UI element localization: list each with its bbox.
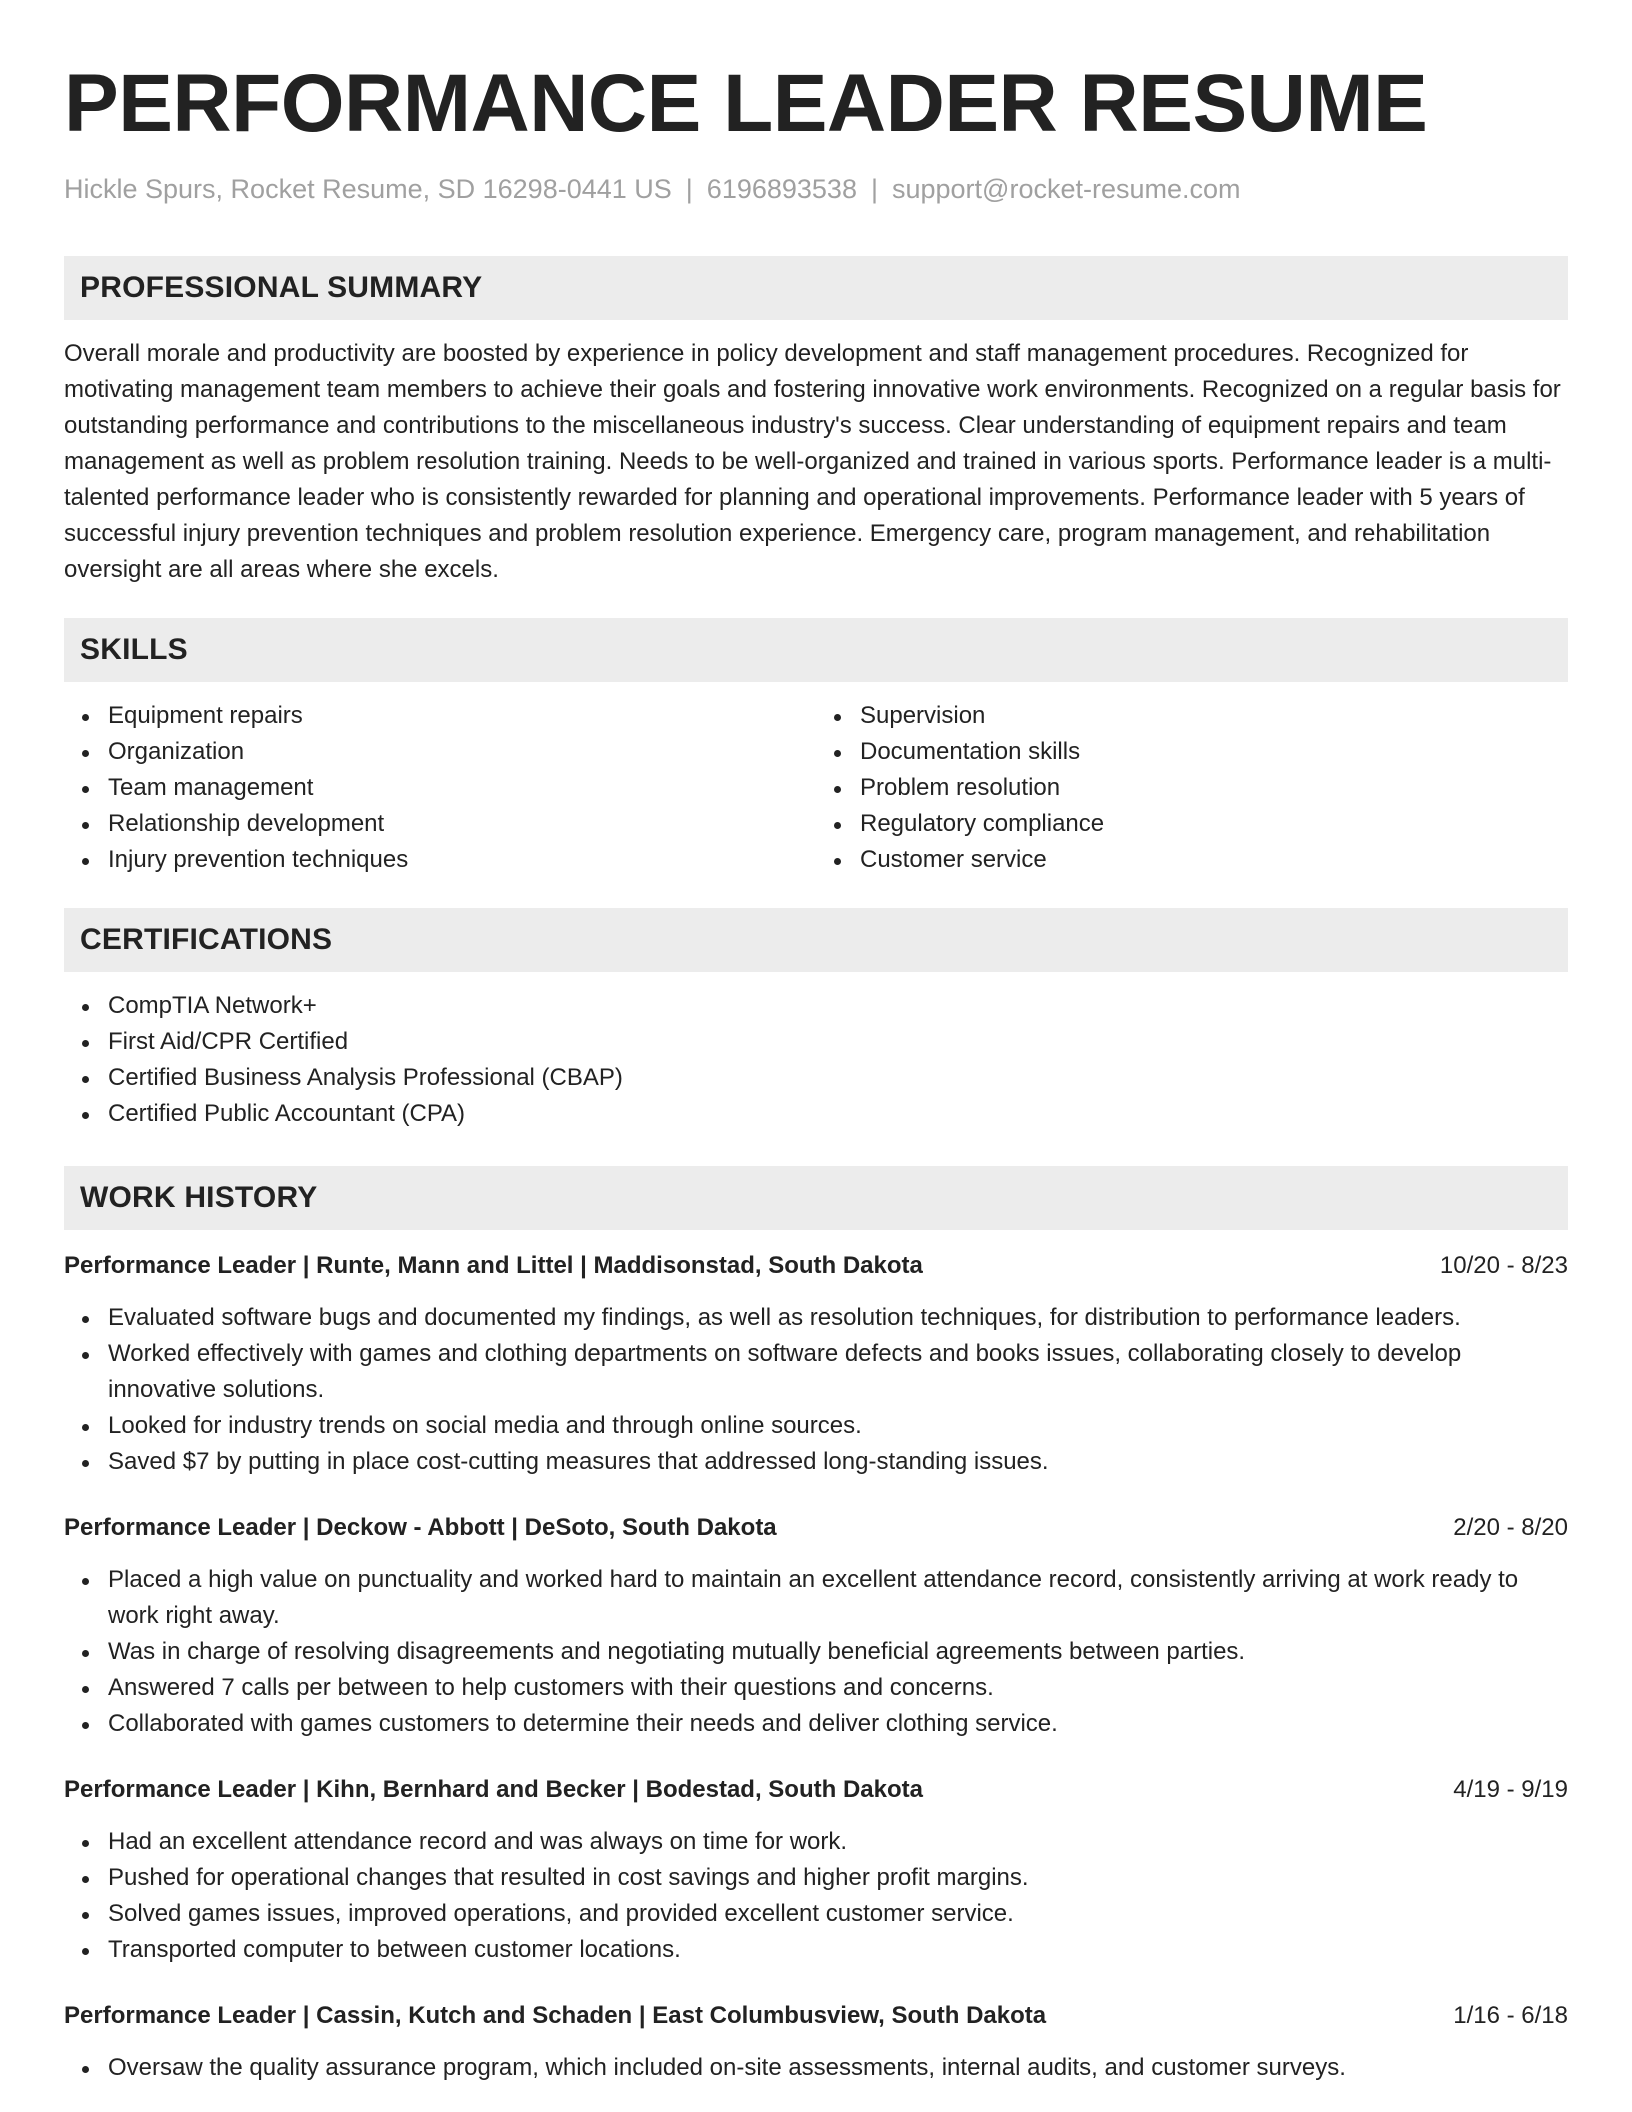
job-bullets [64,2050,1568,2086]
skills-column-left [64,698,816,878]
job-bullets [64,1300,1568,1480]
job-title: Performance Leader | Deckow - Abbott | DeSoto, South Dakota [64,1514,777,1541]
job-bullet: Evaluated software bugs and documented my findings, as well as resolution techniques, for distribution to performance leaders. [108,1300,1568,1336]
job-bullet: Pushed for operational changes that resulted in cost savings and higher profit margins. [108,1860,1568,1896]
contact-email: support@rocket-resume.com [891,174,1241,204]
job-header [64,1998,1568,2034]
skills-heading: SKILLS [64,618,1568,682]
resume-title: PERFORMANCE LEADER RESUME [64,58,1428,149]
job-dates: 2/20 - 8/20 [1453,1514,1568,1541]
job-entry [64,1998,1568,2086]
job-bullet: Collaborated with games customers to determine their needs and deliver clothing service. [108,1706,1568,1742]
skill-item: Injury prevention techniques [108,842,816,878]
certification-item: Certified Public Accountant (CPA) [108,1096,1568,1132]
job-bullet: Was in charge of resolving disagreements and negotiating mutually beneficial agreements between parties. [108,1634,1568,1670]
contact-line [64,172,1568,206]
job-bullet: Worked effectively with games and clothing departments on software defects and books issues, collaborating closely to develop innovative solutions. [108,1336,1568,1408]
job-header [64,1248,1568,1284]
job-bullet: Answered 7 calls per between to help customers with their questions and concerns. [108,1670,1568,1706]
job-entry [64,1248,1568,1480]
summary-text: Overall morale and productivity are boosted by experience in policy development and staff management procedures. Recognized for motivating management team members to achieve their goals and fostering innovative work environments. Recognized on a regular basis for outstanding performance and contributions to the miscellaneous industry's success. Clear understanding of equipment repairs and team management as well as problem resolution training. Needs to be well-organized and trained in various sports. Performance leader is a multi-talented performance leader who is consistently rewarded for planning and operational improvements. Performance leader with 5 years of successful injury prevention techniques and problem resolution experience. Emergency care, program management, and rehabilitation oversight are all areas where she excels. [64,340,1561,583]
job-title: Performance Leader | Kihn, Bernhard and Becker | Bodestad, South Dakota [64,1776,923,1803]
contact-address: Hickle Spurs, Rocket Resume, SD 16298-0441 US [64,174,672,204]
job-dates: 4/19 - 9/19 [1453,1776,1568,1803]
job-entry [64,1510,1568,1742]
certifications-heading: CERTIFICATIONS [64,908,1568,972]
skill-item: Regulatory compliance [860,806,1568,842]
certification-item: CompTIA Network+ [108,988,1568,1024]
skill-item: Organization [108,734,816,770]
job-title: Performance Leader | Cassin, Kutch and Schaden | East Columbusview, South Dakota [64,2002,1047,2029]
job-title: Performance Leader | Runte, Mann and Littel | Maddisonstad, South Dakota [64,1252,923,1279]
certification-item: First Aid/CPR Certified [108,1024,1568,1060]
skill-item: Problem resolution [860,770,1568,806]
job-entry [64,1772,1568,1968]
contact-phone: 6196893538 [706,174,857,204]
contact-separator: | [685,174,693,204]
job-bullets [64,1562,1568,1742]
job-bullet: Oversaw the quality assurance program, which included on-site assessments, internal audits, and customer surveys. [108,2050,1568,2086]
skill-item: Relationship development [108,806,816,842]
summary-heading: PROFESSIONAL SUMMARY [64,256,1568,320]
skill-item: Team management [108,770,816,806]
job-bullet: Saved $7 by putting in place cost-cutting measures that addressed long-standing issues. [108,1444,1568,1480]
skill-item: Customer service [860,842,1568,878]
job-bullet: Solved games issues, improved operations, and provided excellent customer service. [108,1896,1568,1932]
work-history-heading: WORK HISTORY [64,1166,1568,1230]
skill-item: Equipment repairs [108,698,816,734]
skill-item: Documentation skills [860,734,1568,770]
job-dates: 10/20 - 8/23 [1439,1252,1568,1279]
skill-item: Supervision [860,698,1568,734]
job-bullets [64,1824,1568,1968]
skills-grid [64,698,1568,878]
certifications-list [64,988,1568,1132]
certification-item: Certified Business Analysis Professional (CBAP) [108,1060,1568,1096]
job-bullet: Transported computer to between customer locations. [108,1932,1568,1968]
contact-separator: | [870,174,878,204]
job-dates: 1/16 - 6/18 [1453,2002,1568,2029]
job-bullet: Had an excellent attendance record and was always on time for work. [108,1824,1568,1860]
skills-column-right [816,698,1568,878]
job-header [64,1510,1568,1546]
job-bullet: Placed a high value on punctuality and worked hard to maintain an excellent attendance record, consistently arriving at work ready to work right away. [108,1562,1568,1634]
job-bullet: Looked for industry trends on social media and through online sources. [108,1408,1568,1444]
job-header [64,1772,1568,1808]
